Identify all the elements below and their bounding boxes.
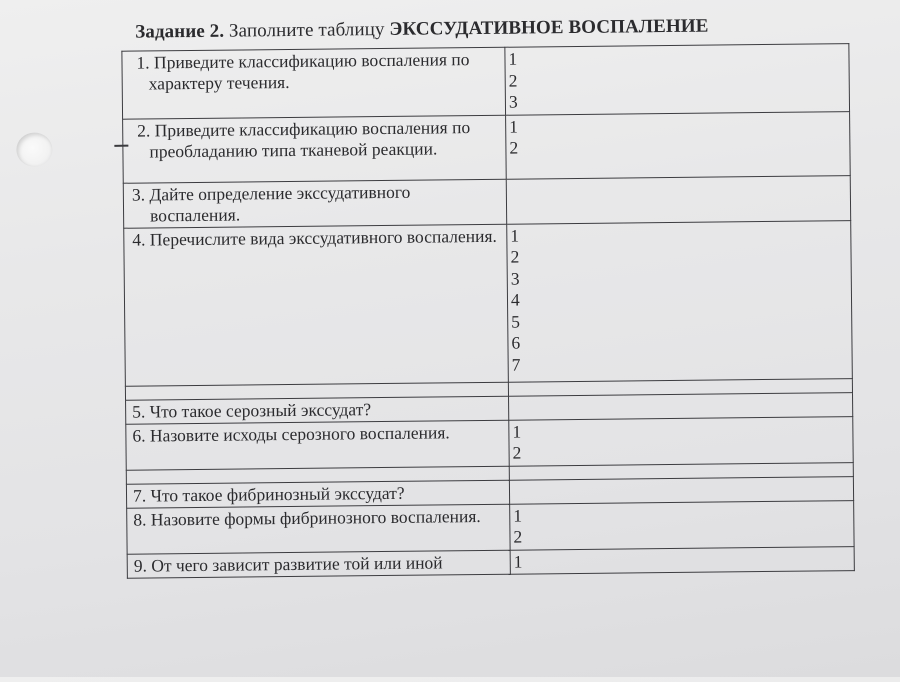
answer-cell[interactable] (507, 220, 853, 382)
answer-number: 3 (508, 91, 518, 112)
question-cell (126, 420, 509, 470)
answer-cell[interactable] (510, 546, 854, 574)
answer-number: 1 (510, 225, 520, 246)
title-middle: Заполните таблицу (224, 18, 390, 42)
punch-hole (16, 132, 52, 166)
question-text: 1. Приведите классификацию воспаления по характеру течения. (136, 49, 470, 94)
question-cell (122, 47, 506, 119)
answer-number: 6 (511, 332, 521, 353)
question-cell (123, 179, 506, 228)
answer-cell[interactable] (510, 500, 854, 550)
question-text: 5. Что такое серозный экссудат? (132, 398, 372, 422)
table-row (127, 500, 854, 554)
answer-number: 1 (512, 421, 522, 442)
answer-number: 1 (509, 116, 519, 137)
question-text: 7. Что такое фибринозный экссудат? (132, 482, 405, 506)
table-row (123, 175, 850, 228)
answer-number: 7 (511, 354, 521, 375)
answer-cell[interactable] (506, 111, 851, 179)
answer-cell[interactable] (506, 175, 850, 224)
question-text: 3. Дайте определение экссудативного воспаления. (131, 181, 411, 225)
page-title (135, 16, 708, 44)
question-cell (127, 504, 510, 554)
answer-number: 2 (512, 442, 522, 463)
answer-number: 5 (511, 311, 521, 332)
table-row (122, 44, 850, 119)
question-text: 2. Приведите классификацию воспаления по преобладанию типа тканевой реакции. (137, 116, 471, 161)
answer-number: 1 (513, 505, 523, 526)
table-row (126, 416, 853, 470)
answer-number: 2 (513, 526, 523, 547)
question-text: 8. Назовите формы фибринозного воспаления. (133, 505, 481, 530)
question-text: 9. От чего зависит развитие той или иной (133, 551, 443, 576)
question-text: 4. Перечислите вида экссудативного воспаления. (132, 225, 497, 250)
answer-number: 2 (510, 246, 520, 267)
question-cell (127, 550, 510, 579)
answer-number: 2 (508, 70, 518, 91)
answer-number: 3 (510, 268, 520, 289)
table-row (124, 220, 853, 386)
answer-number: 2 (509, 137, 519, 158)
question-cell (124, 224, 509, 386)
answer-number: 4 (510, 289, 520, 310)
answer-cell[interactable] (505, 44, 850, 115)
task-table (121, 43, 854, 579)
answer-number: 1 (513, 551, 523, 572)
title-subject: ЭКССУДАТИВНОЕ ВОСПАЛЕНИЕ (389, 15, 709, 40)
answer-number: 1 (508, 48, 518, 69)
answer-cell[interactable] (509, 476, 853, 504)
question-cell (123, 115, 507, 183)
question-text: 6. Назовите исходы серозного воспаления. (132, 421, 450, 446)
title-lead: Задание 2. (135, 20, 225, 43)
answer-cell[interactable] (509, 392, 853, 420)
answer-cell[interactable] (509, 416, 853, 466)
table-row (123, 111, 851, 183)
